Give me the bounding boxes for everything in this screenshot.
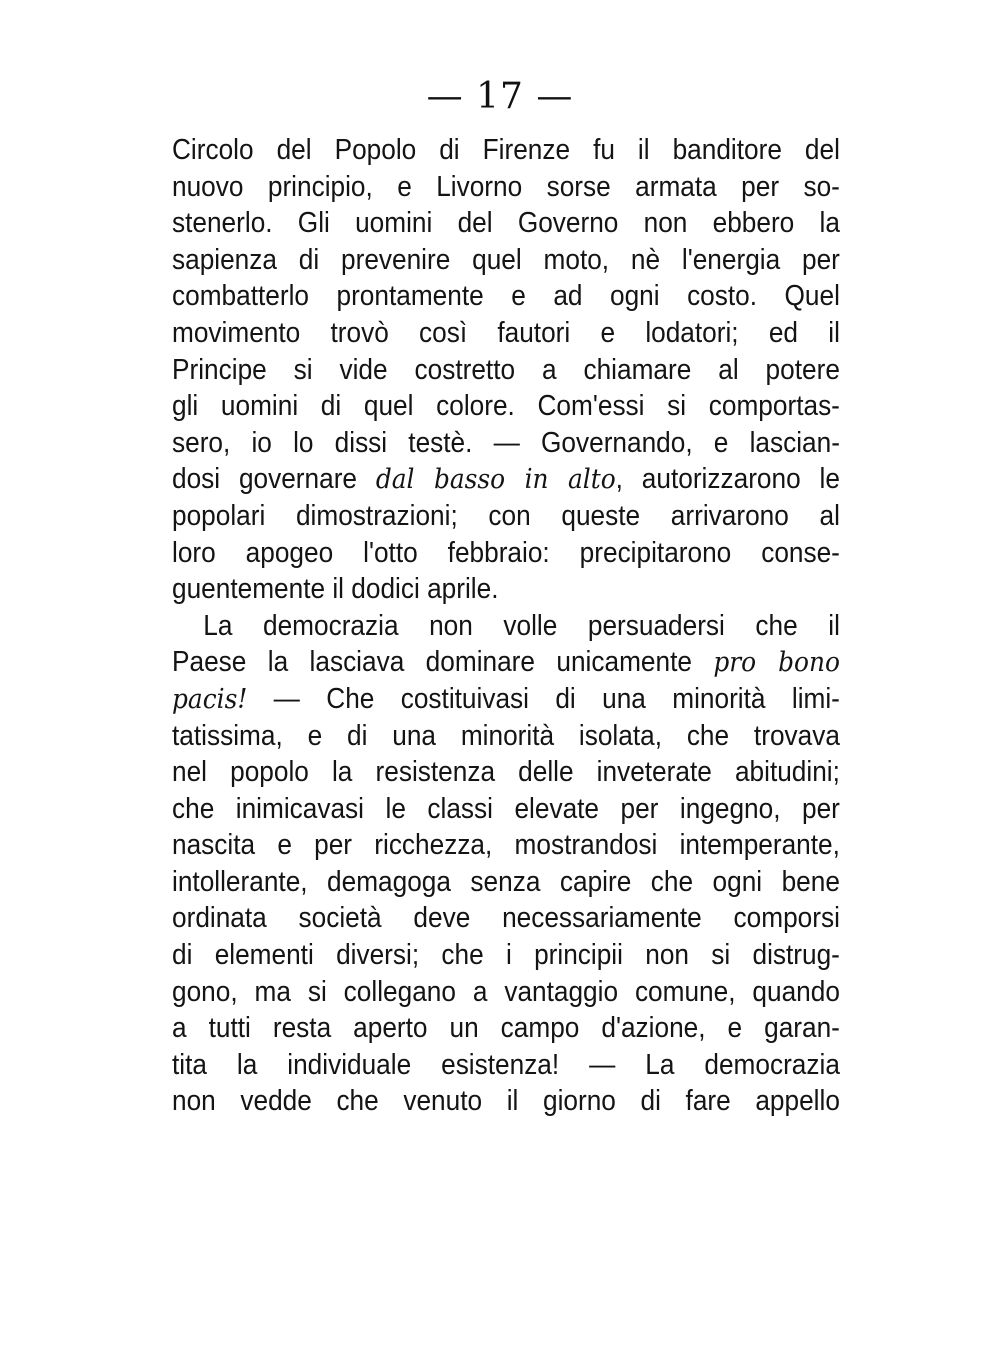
text-span: dosi governare — [172, 463, 376, 496]
page-number: — 17 — — [426, 76, 574, 117]
text-line: gli uomini di quel colore. Com'essi si comportas- — [172, 390, 840, 423]
text-span: — Che costituivasi di una minorità limi- — [247, 682, 840, 715]
text-line: ordinata società deve necessariamente comporsi — [172, 902, 840, 935]
text-line: La democrazia non volle persuadersi che il — [203, 609, 840, 642]
text-line: combatterlo prontamente e ad ogni costo. Quel — [172, 280, 840, 313]
text-span: , autorizzarono le — [615, 463, 840, 496]
text-line: a tutti resta aperto un campo d'azione, e garan- — [172, 1012, 840, 1045]
text-line: guentemente il dodici aprile. — [172, 573, 499, 606]
text-line: tita la individuale esistenza! — La democrazia — [172, 1048, 840, 1081]
text-line: Principe si vide costretto a chiamare al potere — [172, 353, 840, 386]
text-line: sapienza di prevenire quel moto, nè l'energia per — [172, 243, 840, 276]
text-line: nascita e per ricchezza, mostrandosi intemperante, — [172, 829, 840, 862]
text-line: di elementi diversi; che i principii non si distrug- — [172, 939, 840, 972]
italic-phrase: pacis! — [172, 683, 248, 715]
text-line: tatissima, e di una minorità isolata, che trovava — [172, 719, 840, 752]
text-line: nuovo principio, e Livorno sorse armata per so- — [172, 170, 840, 203]
text-line: che inimicavasi le classi elevate per ingegno, per — [172, 792, 840, 825]
italic-phrase: dal basso in alto — [375, 464, 616, 496]
text-line: movimento trovò così fautori e lodatori; ed il — [172, 316, 840, 349]
body-text — [172, 132, 840, 1120]
text-line — [172, 644, 840, 681]
text-line: gono, ma si collegano a vantaggio comune, quando — [172, 975, 840, 1008]
text-line: Circolo del Popolo di Firenze fu il banditore del — [172, 134, 840, 166]
text-line: loro apogeo l'otto febbraio: precipitarono conse- — [172, 536, 840, 569]
text-line: intollerante, demagoga senza capire che ogni bene — [172, 865, 840, 898]
italic-phrase: pro bono — [713, 647, 840, 679]
text-line — [172, 461, 840, 498]
text-line: non vedde che venuto il giorno di fare appello — [172, 1085, 840, 1118]
text-line — [172, 681, 840, 718]
text-line: popolari dimostrazioni; con queste arrivarono al — [172, 499, 840, 532]
text-line: sero, io lo dissi testè. — Governando, e lascian- — [172, 426, 840, 459]
text-line: stenerlo. Gli uomini del Governo non ebbero la — [172, 207, 840, 240]
text-line: nel popolo la resistenza delle inveterate abitudini; — [172, 756, 840, 789]
text-span: Paese la lasciava dominare unicamente — [172, 646, 714, 679]
